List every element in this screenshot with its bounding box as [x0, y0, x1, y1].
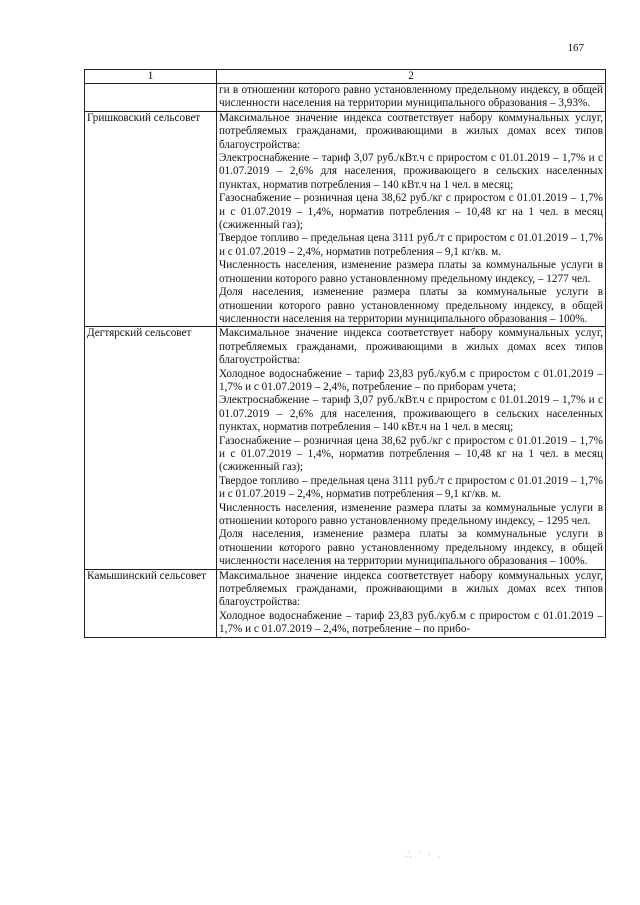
scan-artifact: ∴ ˙ · .: [405, 850, 443, 861]
description-paragraph: Холодное водоснабжение – тариф 23,83 руб./куб.м с приростом с 01.01.2019 – 1,7% и с 01.07.2019 – 2,4%, потребление – по приборам учета;: [219, 367, 603, 393]
table-row-kamyshinsky: [85, 569, 606, 637]
description-paragraph: Электроснабжение – тариф 3,07 руб./кВт.ч с приростом с 01.01.2019 – 1,7% и с 01.07.2019 – 2,6% для населения, проживающего в сельских населенных пунктах, норматив потребления – 140 кВт.ч на 1 чел. в месяц;: [219, 394, 603, 434]
description-paragraph: Доля населения, изменение размера платы за коммунальные услуги в отношении которого равно установленному предельному индексу, в общей численности населения на территории муниципального образования – 100%.: [219, 286, 603, 325]
description-paragraph: Газоснабжение – розничная цена 38,62 руб./кг с приростом с 01.01.2019 – 1,7% и с 01.07.2019 – 1,4%, норматив потребления – 10,48 кг на 1 чел. в месяц (сжиженный газ);: [219, 192, 603, 232]
description-paragraph: Максимальное значение индекса соответствует набору коммунальных услуг, потребляемых гражданами, проживающими в жилых домах всех типов благоустройства:: [219, 569, 603, 609]
municipality-name: Камышинский сельсовет: [85, 569, 217, 637]
description-paragraph: Численность населения, изменение размера платы за коммунальные услуги в отношении которого равно установленному предельному индексу, – 1277 чел.: [219, 259, 603, 285]
municipal-index-table: [84, 69, 606, 638]
table-row-continuation: [85, 84, 606, 112]
description-paragraph: Доля населения, изменение размера платы за коммунальные услуги в отношении которого равно установленному предельному индексу, в общей численности населения на территории муниципального образования – 100%.: [219, 528, 603, 568]
municipality-name: [85, 84, 217, 112]
description-cell: [217, 84, 606, 112]
description-cell: [217, 569, 606, 637]
description-paragraph: Газоснабжение – розничная цена 38,62 руб./кг с приростом с 01.01.2019 – 1,7% и с 01.07.2019 – 1,4%, норматив потребления – 10,48 кг на 1 чел. в месяц (сжиженный газ);: [219, 434, 603, 474]
table-row-grishkovsky: [85, 111, 606, 327]
description-paragraph: Твердое топливо – предельная цена 3111 руб./т с приростом с 01.01.2019 – 1,7% и с 01.07.2019 – 2,4%, норматив потребления – 9,1 кг/кв. м.: [219, 474, 603, 501]
description-paragraph: ги в отношении которого равно установленному предельному индексу, в общей численности населения на территории муниципального образования – 3,93%.: [219, 84, 603, 110]
column-header-1: 1: [85, 70, 217, 84]
description-paragraph: Максимальное значение индекса соответствует набору коммунальных услуг, потребляемых гражданами, проживающими в жилых домах всех типов благоустройства:: [219, 111, 603, 151]
table-header-row: [85, 70, 606, 84]
description-cell: [217, 327, 606, 569]
description-paragraph: Холодное водоснабжение – тариф 23,83 руб./куб.м с приростом с 01.01.2019 – 1,7% и с 01.07.2019 – 2,4%, потребление – по прибо-: [219, 609, 603, 636]
table-row-degtyarsky: [85, 327, 606, 569]
page-number: 167: [567, 42, 584, 54]
description-paragraph: Твердое топливо – предельная цена 3111 руб./т с приростом с 01.01.2019 – 1,7% и с 01.07.2019 – 2,4%, норматив потребления – 9,1 кг/кв. м.: [219, 232, 603, 258]
description-cell: [217, 111, 606, 327]
description-paragraph: Максимальное значение индекса соответствует набору коммунальных услуг, потребляемых гражданами, проживающими в жилых домах всех типов благоустройства:: [219, 327, 603, 367]
description-paragraph: Электроснабжение – тариф 3,07 руб./кВт.ч с приростом с 01.01.2019 – 1,7% и с 01.07.2019 – 2,6% для населения, проживающего в сельских населенных пунктах, норматив потребления – 140 кВт.ч на 1 чел. в месяц;: [219, 152, 603, 191]
description-paragraph: Численность населения, изменение размера платы за коммунальные услуги в отношении которого равно установленному предельному индексу, – 1295 чел.: [219, 501, 603, 527]
column-header-2: 2: [217, 70, 606, 84]
municipality-name: Гришковский сельсовет: [85, 111, 217, 327]
municipality-name: Дегтярский сельсовет: [85, 327, 217, 569]
